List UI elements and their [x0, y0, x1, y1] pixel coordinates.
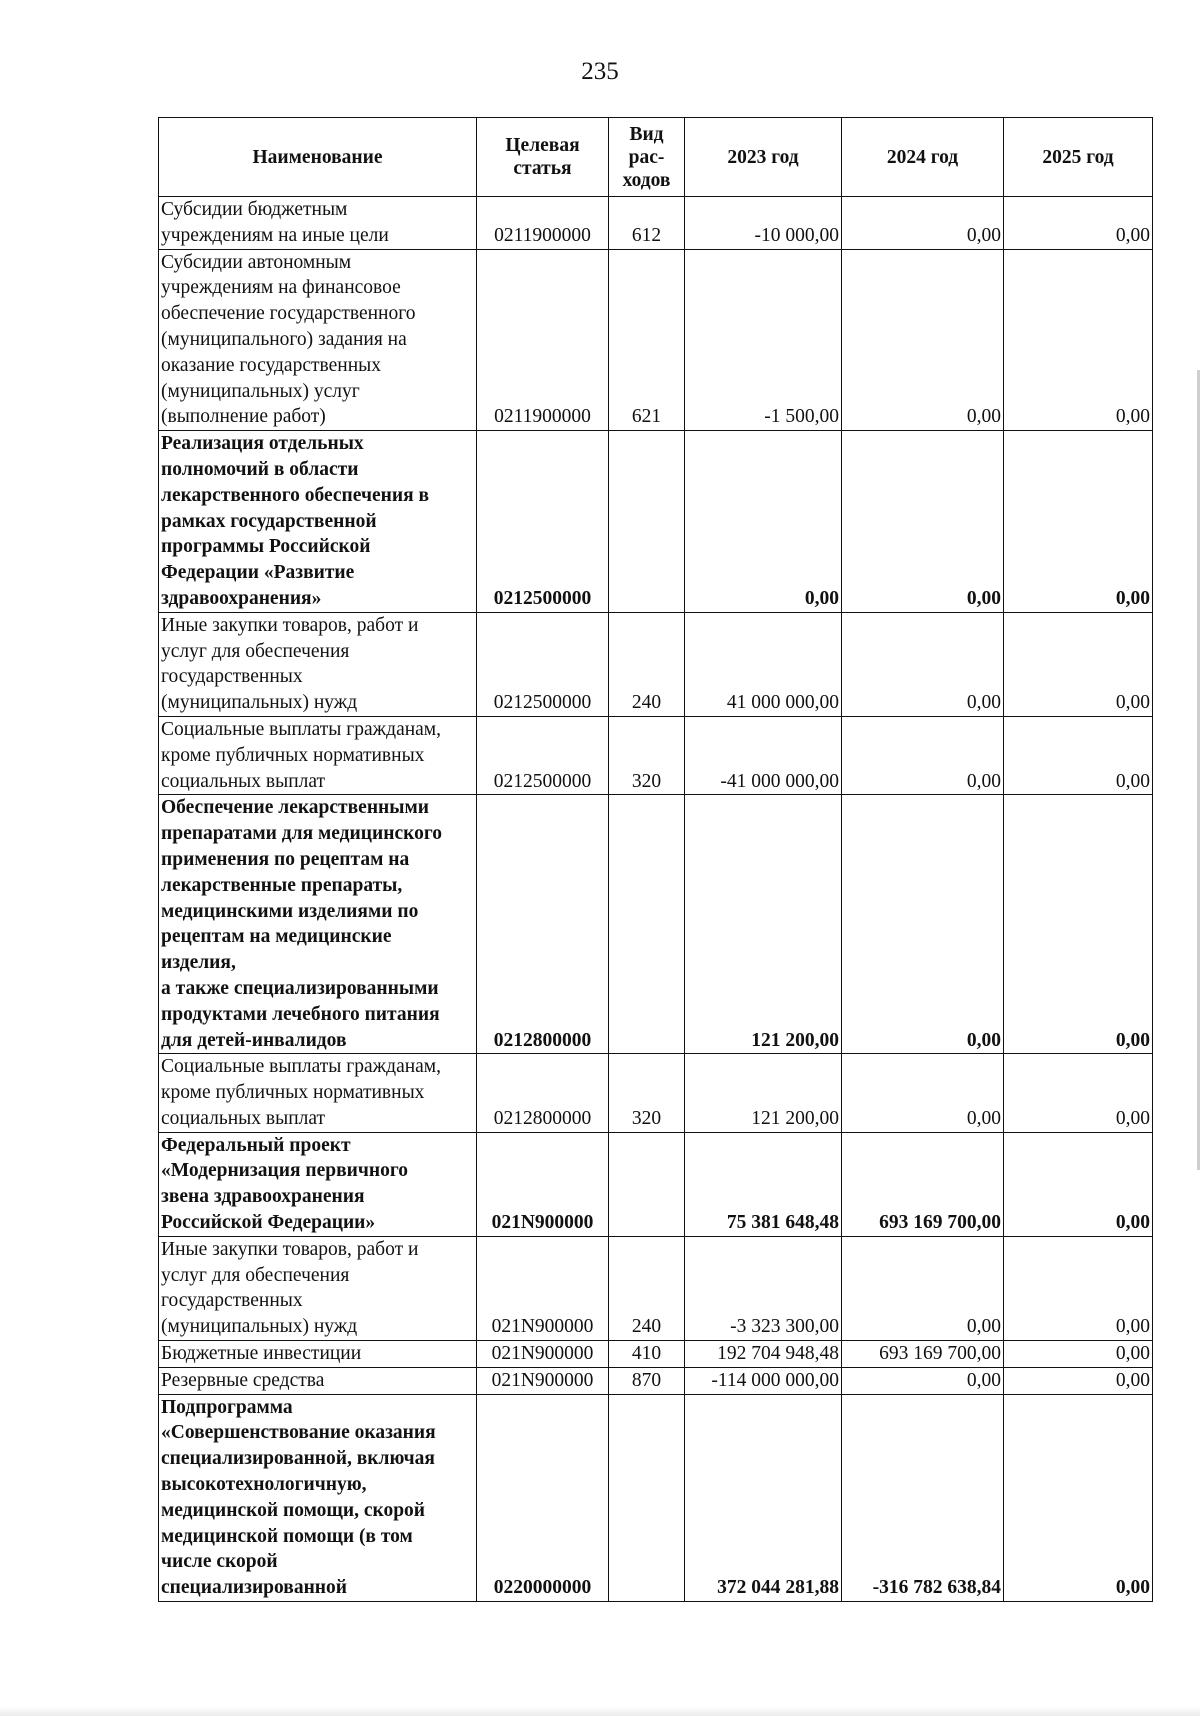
row-value-2025: 0,00	[1004, 1341, 1153, 1368]
row-name-text: Подпрограмма «Совершенствование оказания специализированной, включая высокотехнологичную, медицинской помощи, скорой медицинской помощи (в том числе скорой специализированной	[161, 1396, 436, 1599]
table-row	[159, 795, 1153, 1054]
row-value-2023: -10 000,00	[685, 197, 842, 250]
row-value-2024: 0,00	[842, 249, 1004, 431]
row-value-2025: 0,00	[1004, 1054, 1153, 1132]
row-value-2023: 75 381 648,48	[685, 1132, 842, 1236]
row-target-code: 0211900000	[477, 249, 609, 431]
row-target-code: 0212800000	[477, 1054, 609, 1132]
row-value-2025: 0,00	[1004, 1394, 1153, 1601]
row-name	[159, 1367, 477, 1394]
table-row	[159, 1236, 1153, 1340]
row-name	[159, 1341, 477, 1368]
row-value-2023: 121 200,00	[685, 1054, 842, 1132]
row-value-2024: 0,00	[842, 612, 1004, 716]
row-value-2025: 0,00	[1004, 795, 1153, 1054]
row-expense-type: 410	[609, 1341, 685, 1368]
row-target-code: 0212500000	[477, 716, 609, 794]
row-expense-type: 621	[609, 249, 685, 431]
table-row	[159, 612, 1153, 716]
row-value-2025: 0,00	[1004, 716, 1153, 794]
row-expense-type: 240	[609, 612, 685, 716]
budget-table	[158, 117, 1153, 1602]
header-name: Наименование	[159, 118, 477, 197]
row-expense-type	[609, 795, 685, 1054]
row-target-code: 0212500000	[477, 431, 609, 613]
row-name-text: Обеспечение лекарственными препаратами для медицинского применения по рецептам на лекарственные препараты, медицинскими изделиями по рецептам на медицинские изделия, а также специализированными продуктами лечебного питания для детей-инвалидов	[161, 797, 442, 1051]
header-type: Вид рас-ходов	[609, 118, 685, 197]
row-value-2023: 372 044 281,88	[685, 1394, 842, 1601]
row-value-2024: 0,00	[842, 1367, 1004, 1394]
scan-shadow	[0, 1706, 1200, 1716]
table-row	[159, 1394, 1153, 1601]
row-expense-type: 240	[609, 1236, 685, 1340]
row-value-2024: 0,00	[842, 1054, 1004, 1132]
row-target-code: 021N900000	[477, 1236, 609, 1340]
header-2025: 2025 год	[1004, 118, 1153, 197]
row-name	[159, 716, 477, 794]
row-value-2024: 0,00	[842, 431, 1004, 613]
row-name-text: Субсидии автономным учреждениям на финансовое обеспечение государственного (муниципального) задания на оказание государственных (муниципальных) услуг (выполнение работ)	[161, 251, 416, 428]
table-body	[159, 197, 1153, 1602]
table-row	[159, 1054, 1153, 1132]
row-value-2024: 693 169 700,00	[842, 1132, 1004, 1236]
row-name	[159, 431, 477, 613]
row-value-2024: 0,00	[842, 197, 1004, 250]
row-expense-type: 870	[609, 1367, 685, 1394]
table-row	[159, 1341, 1153, 1368]
row-name	[159, 1394, 477, 1601]
row-expense-type	[609, 1132, 685, 1236]
row-name-text: Субсидии бюджетным учреждениям на иные цели	[161, 199, 389, 246]
row-target-code: 021N900000	[477, 1132, 609, 1236]
table-row	[159, 249, 1153, 431]
row-value-2025: 0,00	[1004, 1132, 1153, 1236]
row-expense-type: 320	[609, 716, 685, 794]
row-target-code: 0212500000	[477, 612, 609, 716]
row-name-text: Федеральный проект «Модернизация первичного звена здравоохранения Российской Федерации»	[161, 1134, 409, 1234]
table-row	[159, 1132, 1153, 1236]
row-expense-type	[609, 1394, 685, 1601]
row-expense-type: 320	[609, 1054, 685, 1132]
row-value-2025: 0,00	[1004, 1367, 1153, 1394]
header-2023: 2023 год	[685, 118, 842, 197]
row-name	[159, 1132, 477, 1236]
row-name	[159, 1236, 477, 1340]
header-2024: 2024 год	[842, 118, 1004, 197]
row-name-text: Иные закупки товаров, работ и услуг для обеспечения государственных (муниципальных) нужд	[161, 1238, 419, 1338]
row-value-2025: 0,00	[1004, 249, 1153, 431]
row-name-text: Социальные выплаты гражданам, кроме публичных нормативных социальных выплат	[161, 718, 442, 792]
row-value-2023: 41 000 000,00	[685, 612, 842, 716]
row-name	[159, 1054, 477, 1132]
row-value-2024: 0,00	[842, 716, 1004, 794]
row-value-2024: 693 169 700,00	[842, 1341, 1004, 1368]
row-target-code: 0220000000	[477, 1394, 609, 1601]
page-number: 235	[581, 58, 619, 85]
row-name-text: Иные закупки товаров, работ и услуг для обеспечения государственных (муниципальных) нужд	[161, 614, 419, 714]
table-row	[159, 431, 1153, 613]
row-value-2023: -3 323 300,00	[685, 1236, 842, 1340]
row-value-2024: 0,00	[842, 1236, 1004, 1340]
row-value-2023: 0,00	[685, 431, 842, 613]
row-target-code: 0211900000	[477, 197, 609, 250]
row-name-text: Резервные средства	[161, 1369, 325, 1391]
row-value-2023: -114 000 000,00	[685, 1367, 842, 1394]
row-target-code: 021N900000	[477, 1341, 609, 1368]
table-row	[159, 1367, 1153, 1394]
row-value-2023: 121 200,00	[685, 795, 842, 1054]
row-expense-type	[609, 431, 685, 613]
row-target-code: 0212800000	[477, 795, 609, 1054]
row-name	[159, 249, 477, 431]
row-name	[159, 612, 477, 716]
row-name	[159, 197, 477, 250]
row-value-2025: 0,00	[1004, 1236, 1153, 1340]
table-row	[159, 716, 1153, 794]
row-value-2024: -316 782 638,84	[842, 1394, 1004, 1601]
row-target-code: 021N900000	[477, 1367, 609, 1394]
row-value-2024: 0,00	[842, 795, 1004, 1054]
row-expense-type: 612	[609, 197, 685, 250]
row-name-text: Реализация отдельных полномочий в области лекарственного обеспечения в рамках государственной программы Российской Федерации «Развитие здравоохранения»	[161, 433, 430, 609]
row-name	[159, 795, 477, 1054]
row-value-2025: 0,00	[1004, 612, 1153, 716]
row-name-text: Бюджетные инвестиции	[161, 1343, 362, 1365]
header-code: Целевая статья	[477, 118, 609, 197]
table-header-row	[159, 118, 1153, 197]
row-value-2023: -1 500,00	[685, 249, 842, 431]
row-value-2023: -41 000 000,00	[685, 716, 842, 794]
table-row	[159, 197, 1153, 250]
row-value-2025: 0,00	[1004, 431, 1153, 613]
row-value-2023: 192 704 948,48	[685, 1341, 842, 1368]
row-name-text: Социальные выплаты гражданам, кроме публичных нормативных социальных выплат	[161, 1056, 442, 1129]
row-value-2025: 0,00	[1004, 197, 1153, 250]
